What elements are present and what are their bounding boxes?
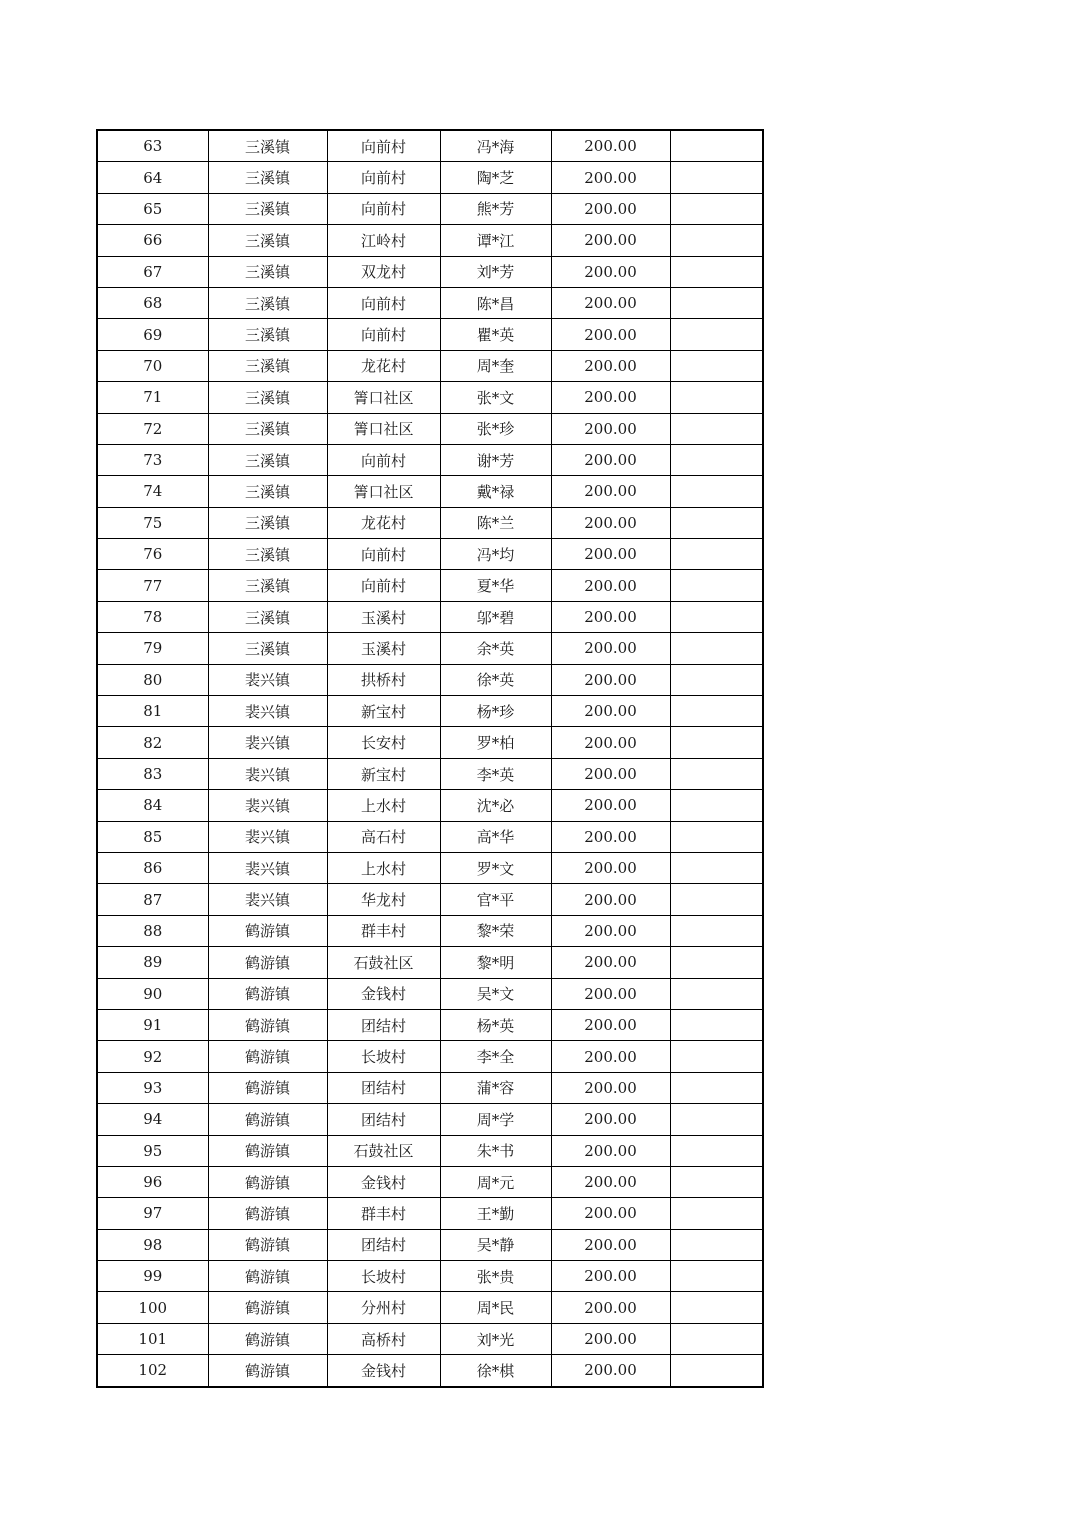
table-row (98, 1355, 764, 1386)
row-number-cell: 69 (98, 319, 208, 350)
note-cell (670, 193, 764, 224)
amount-cell: 200.00 (551, 601, 670, 632)
note-cell (670, 1009, 764, 1040)
name-cell: 刘*光 (440, 1323, 551, 1354)
village-cell: 团结村 (327, 1229, 440, 1260)
amount-cell: 200.00 (551, 162, 670, 193)
amount-cell: 200.00 (551, 319, 670, 350)
village-cell: 向前村 (327, 193, 440, 224)
name-cell: 杨*珍 (440, 696, 551, 727)
amount-cell: 200.00 (551, 1229, 670, 1260)
table-row (98, 978, 764, 1009)
name-cell: 吴*文 (440, 978, 551, 1009)
table-row (98, 1166, 764, 1197)
town-cell: 三溪镇 (208, 287, 327, 318)
note-cell (670, 287, 764, 318)
name-cell: 高*华 (440, 821, 551, 852)
town-cell: 裴兴镇 (208, 821, 327, 852)
village-cell: 箐口社区 (327, 476, 440, 507)
amount-cell: 200.00 (551, 884, 670, 915)
amount-cell: 200.00 (551, 193, 670, 224)
note-cell (670, 413, 764, 444)
note-cell (670, 1355, 764, 1386)
village-cell: 群丰村 (327, 915, 440, 946)
village-cell: 长安村 (327, 727, 440, 758)
town-cell: 三溪镇 (208, 476, 327, 507)
town-cell: 鹤游镇 (208, 978, 327, 1009)
village-cell: 向前村 (327, 319, 440, 350)
town-cell: 鹤游镇 (208, 1009, 327, 1040)
amount-cell: 200.00 (551, 696, 670, 727)
village-cell: 长坡村 (327, 1261, 440, 1292)
town-cell: 鹤游镇 (208, 1229, 327, 1260)
table-row (98, 350, 764, 381)
village-cell: 向前村 (327, 444, 440, 475)
row-number-cell: 77 (98, 570, 208, 601)
village-cell: 向前村 (327, 539, 440, 570)
row-number-cell: 95 (98, 1135, 208, 1166)
town-cell: 裴兴镇 (208, 884, 327, 915)
village-cell: 团结村 (327, 1009, 440, 1040)
note-cell (670, 884, 764, 915)
town-cell: 鹤游镇 (208, 1072, 327, 1103)
note-cell (670, 633, 764, 664)
name-cell: 张*贵 (440, 1261, 551, 1292)
town-cell: 三溪镇 (208, 413, 327, 444)
name-cell: 李*全 (440, 1041, 551, 1072)
town-cell: 三溪镇 (208, 350, 327, 381)
note-cell (670, 444, 764, 475)
amount-cell: 200.00 (551, 539, 670, 570)
table-row (98, 664, 764, 695)
row-number-cell: 64 (98, 162, 208, 193)
village-cell: 团结村 (327, 1072, 440, 1103)
table-row (98, 821, 764, 852)
amount-cell: 200.00 (551, 382, 670, 413)
subsidy-table (98, 131, 764, 1386)
row-number-cell: 79 (98, 633, 208, 664)
town-cell: 三溪镇 (208, 162, 327, 193)
amount-cell: 200.00 (551, 287, 670, 318)
row-number-cell: 98 (98, 1229, 208, 1260)
row-number-cell: 88 (98, 915, 208, 946)
table-row (98, 193, 764, 224)
name-cell: 沈*必 (440, 790, 551, 821)
table-row (98, 1104, 764, 1135)
amount-cell: 200.00 (551, 131, 670, 162)
name-cell: 余*英 (440, 633, 551, 664)
note-cell (670, 570, 764, 601)
name-cell: 罗*文 (440, 852, 551, 883)
table-row (98, 256, 764, 287)
village-cell: 上水村 (327, 852, 440, 883)
amount-cell: 200.00 (551, 570, 670, 601)
village-cell: 箐口社区 (327, 382, 440, 413)
note-cell (670, 350, 764, 381)
town-cell: 鹤游镇 (208, 1104, 327, 1135)
town-cell: 裴兴镇 (208, 696, 327, 727)
table-row (98, 539, 764, 570)
town-cell: 三溪镇 (208, 507, 327, 538)
row-number-cell: 97 (98, 1198, 208, 1229)
table-row (98, 319, 764, 350)
name-cell: 熊*芳 (440, 193, 551, 224)
row-number-cell: 81 (98, 696, 208, 727)
village-cell: 龙花村 (327, 350, 440, 381)
amount-cell: 200.00 (551, 350, 670, 381)
amount-cell: 200.00 (551, 507, 670, 538)
village-cell: 长坡村 (327, 1041, 440, 1072)
row-number-cell: 100 (98, 1292, 208, 1323)
town-cell: 三溪镇 (208, 633, 327, 664)
town-cell: 三溪镇 (208, 225, 327, 256)
note-cell (670, 476, 764, 507)
table-body (98, 131, 764, 1386)
town-cell: 鹤游镇 (208, 1166, 327, 1197)
note-cell (670, 978, 764, 1009)
table-row (98, 601, 764, 632)
village-cell: 向前村 (327, 162, 440, 193)
name-cell: 杨*英 (440, 1009, 551, 1040)
note-cell (670, 1229, 764, 1260)
name-cell: 周*元 (440, 1166, 551, 1197)
town-cell: 鹤游镇 (208, 1198, 327, 1229)
village-cell: 石鼓社区 (327, 947, 440, 978)
amount-cell: 200.00 (551, 664, 670, 695)
town-cell: 裴兴镇 (208, 852, 327, 883)
name-cell: 黎*荣 (440, 915, 551, 946)
row-number-cell: 63 (98, 131, 208, 162)
row-number-cell: 102 (98, 1355, 208, 1386)
amount-cell: 200.00 (551, 978, 670, 1009)
note-cell (670, 696, 764, 727)
table-row (98, 884, 764, 915)
table-row (98, 287, 764, 318)
amount-cell: 200.00 (551, 1261, 670, 1292)
amount-cell: 200.00 (551, 1009, 670, 1040)
table-row (98, 131, 764, 162)
data-table-sheet (96, 129, 764, 1388)
row-number-cell: 90 (98, 978, 208, 1009)
amount-cell: 200.00 (551, 444, 670, 475)
name-cell: 张*珍 (440, 413, 551, 444)
amount-cell: 200.00 (551, 1166, 670, 1197)
note-cell (670, 1072, 764, 1103)
village-cell: 新宝村 (327, 696, 440, 727)
town-cell: 裴兴镇 (208, 727, 327, 758)
row-number-cell: 99 (98, 1261, 208, 1292)
row-number-cell: 65 (98, 193, 208, 224)
amount-cell: 200.00 (551, 413, 670, 444)
town-cell: 鹤游镇 (208, 1355, 327, 1386)
amount-cell: 200.00 (551, 947, 670, 978)
amount-cell: 200.00 (551, 1355, 670, 1386)
row-number-cell: 94 (98, 1104, 208, 1135)
village-cell: 金钱村 (327, 1355, 440, 1386)
village-cell: 金钱村 (327, 978, 440, 1009)
amount-cell: 200.00 (551, 476, 670, 507)
note-cell (670, 1261, 764, 1292)
name-cell: 谭*江 (440, 225, 551, 256)
table-row (98, 1072, 764, 1103)
name-cell: 陶*芝 (440, 162, 551, 193)
village-cell: 江岭村 (327, 225, 440, 256)
town-cell: 鹤游镇 (208, 1261, 327, 1292)
row-number-cell: 76 (98, 539, 208, 570)
town-cell: 鹤游镇 (208, 915, 327, 946)
note-cell (670, 1292, 764, 1323)
table-row (98, 1292, 764, 1323)
row-number-cell: 72 (98, 413, 208, 444)
note-cell (670, 131, 764, 162)
table-row (98, 1009, 764, 1040)
name-cell: 官*平 (440, 884, 551, 915)
table-row (98, 382, 764, 413)
amount-cell: 200.00 (551, 1323, 670, 1354)
village-cell: 箐口社区 (327, 413, 440, 444)
table-row (98, 570, 764, 601)
table-row (98, 413, 764, 444)
amount-cell: 200.00 (551, 790, 670, 821)
table-row (98, 1041, 764, 1072)
town-cell: 鹤游镇 (208, 947, 327, 978)
note-cell (670, 1104, 764, 1135)
table-row (98, 162, 764, 193)
row-number-cell: 66 (98, 225, 208, 256)
name-cell: 李*英 (440, 758, 551, 789)
note-cell (670, 225, 764, 256)
village-cell: 团结村 (327, 1104, 440, 1135)
village-cell: 玉溪村 (327, 633, 440, 664)
name-cell: 周*学 (440, 1104, 551, 1135)
name-cell: 罗*柏 (440, 727, 551, 758)
village-cell: 新宝村 (327, 758, 440, 789)
name-cell: 徐*棋 (440, 1355, 551, 1386)
village-cell: 石鼓社区 (327, 1135, 440, 1166)
table-row (98, 727, 764, 758)
town-cell: 三溪镇 (208, 319, 327, 350)
row-number-cell: 85 (98, 821, 208, 852)
row-number-cell: 87 (98, 884, 208, 915)
row-number-cell: 93 (98, 1072, 208, 1103)
note-cell (670, 319, 764, 350)
row-number-cell: 101 (98, 1323, 208, 1354)
village-cell: 向前村 (327, 131, 440, 162)
town-cell: 三溪镇 (208, 256, 327, 287)
row-number-cell: 70 (98, 350, 208, 381)
row-number-cell: 80 (98, 664, 208, 695)
village-cell: 上水村 (327, 790, 440, 821)
name-cell: 周*奎 (440, 350, 551, 381)
amount-cell: 200.00 (551, 1198, 670, 1229)
village-cell: 分州村 (327, 1292, 440, 1323)
name-cell: 谢*芳 (440, 444, 551, 475)
village-cell: 金钱村 (327, 1166, 440, 1197)
amount-cell: 200.00 (551, 852, 670, 883)
name-cell: 刘*芳 (440, 256, 551, 287)
table-row (98, 507, 764, 538)
row-number-cell: 67 (98, 256, 208, 287)
table-row (98, 225, 764, 256)
amount-cell: 200.00 (551, 915, 670, 946)
name-cell: 瞿*英 (440, 319, 551, 350)
note-cell (670, 162, 764, 193)
table-row (98, 1229, 764, 1260)
row-number-cell: 91 (98, 1009, 208, 1040)
table-row (98, 1261, 764, 1292)
table-row (98, 444, 764, 475)
name-cell: 夏*华 (440, 570, 551, 601)
row-number-cell: 86 (98, 852, 208, 883)
amount-cell: 200.00 (551, 1135, 670, 1166)
village-cell: 龙花村 (327, 507, 440, 538)
town-cell: 三溪镇 (208, 131, 327, 162)
village-cell: 向前村 (327, 570, 440, 601)
name-cell: 张*文 (440, 382, 551, 413)
amount-cell: 200.00 (551, 1292, 670, 1323)
table-row (98, 915, 764, 946)
table-row (98, 1323, 764, 1354)
note-cell (670, 790, 764, 821)
table-row (98, 633, 764, 664)
town-cell: 三溪镇 (208, 601, 327, 632)
name-cell: 邬*碧 (440, 601, 551, 632)
town-cell: 三溪镇 (208, 444, 327, 475)
name-cell: 蒲*容 (440, 1072, 551, 1103)
village-cell: 高石村 (327, 821, 440, 852)
name-cell: 徐*英 (440, 664, 551, 695)
row-number-cell: 84 (98, 790, 208, 821)
note-cell (670, 1041, 764, 1072)
row-number-cell: 89 (98, 947, 208, 978)
table-row (98, 852, 764, 883)
note-cell (670, 821, 764, 852)
amount-cell: 200.00 (551, 1041, 670, 1072)
row-number-cell: 68 (98, 287, 208, 318)
name-cell: 戴*禄 (440, 476, 551, 507)
row-number-cell: 71 (98, 382, 208, 413)
name-cell: 陈*昌 (440, 287, 551, 318)
row-number-cell: 74 (98, 476, 208, 507)
name-cell: 王*勤 (440, 1198, 551, 1229)
note-cell (670, 727, 764, 758)
note-cell (670, 915, 764, 946)
name-cell: 黎*明 (440, 947, 551, 978)
table-row (98, 476, 764, 507)
row-number-cell: 83 (98, 758, 208, 789)
note-cell (670, 1198, 764, 1229)
name-cell: 吴*静 (440, 1229, 551, 1260)
row-number-cell: 82 (98, 727, 208, 758)
note-cell (670, 1166, 764, 1197)
note-cell (670, 947, 764, 978)
town-cell: 三溪镇 (208, 193, 327, 224)
town-cell: 三溪镇 (208, 382, 327, 413)
amount-cell: 200.00 (551, 1072, 670, 1103)
amount-cell: 200.00 (551, 821, 670, 852)
town-cell: 鹤游镇 (208, 1135, 327, 1166)
village-cell: 拱桥村 (327, 664, 440, 695)
town-cell: 鹤游镇 (208, 1041, 327, 1072)
town-cell: 三溪镇 (208, 570, 327, 601)
town-cell: 裴兴镇 (208, 790, 327, 821)
village-cell: 向前村 (327, 287, 440, 318)
note-cell (670, 256, 764, 287)
table-row (98, 947, 764, 978)
row-number-cell: 96 (98, 1166, 208, 1197)
village-cell: 玉溪村 (327, 601, 440, 632)
note-cell (670, 1135, 764, 1166)
table-row (98, 790, 764, 821)
name-cell: 周*民 (440, 1292, 551, 1323)
note-cell (670, 507, 764, 538)
note-cell (670, 758, 764, 789)
note-cell (670, 1323, 764, 1354)
note-cell (670, 382, 764, 413)
row-number-cell: 73 (98, 444, 208, 475)
town-cell: 鹤游镇 (208, 1323, 327, 1354)
amount-cell: 200.00 (551, 633, 670, 664)
row-number-cell: 78 (98, 601, 208, 632)
table-row (98, 1198, 764, 1229)
table-row (98, 696, 764, 727)
village-cell: 群丰村 (327, 1198, 440, 1229)
village-cell: 华龙村 (327, 884, 440, 915)
row-number-cell: 92 (98, 1041, 208, 1072)
name-cell: 冯*海 (440, 131, 551, 162)
table-row (98, 1135, 764, 1166)
town-cell: 鹤游镇 (208, 1292, 327, 1323)
village-cell: 双龙村 (327, 256, 440, 287)
note-cell (670, 664, 764, 695)
village-cell: 高桥村 (327, 1323, 440, 1354)
row-number-cell: 75 (98, 507, 208, 538)
amount-cell: 200.00 (551, 225, 670, 256)
amount-cell: 200.00 (551, 758, 670, 789)
table-row (98, 758, 764, 789)
town-cell: 裴兴镇 (208, 758, 327, 789)
note-cell (670, 852, 764, 883)
name-cell: 朱*书 (440, 1135, 551, 1166)
name-cell: 陈*兰 (440, 507, 551, 538)
amount-cell: 200.00 (551, 727, 670, 758)
amount-cell: 200.00 (551, 1104, 670, 1135)
town-cell: 裴兴镇 (208, 664, 327, 695)
note-cell (670, 601, 764, 632)
name-cell: 冯*均 (440, 539, 551, 570)
amount-cell: 200.00 (551, 256, 670, 287)
town-cell: 三溪镇 (208, 539, 327, 570)
note-cell (670, 539, 764, 570)
